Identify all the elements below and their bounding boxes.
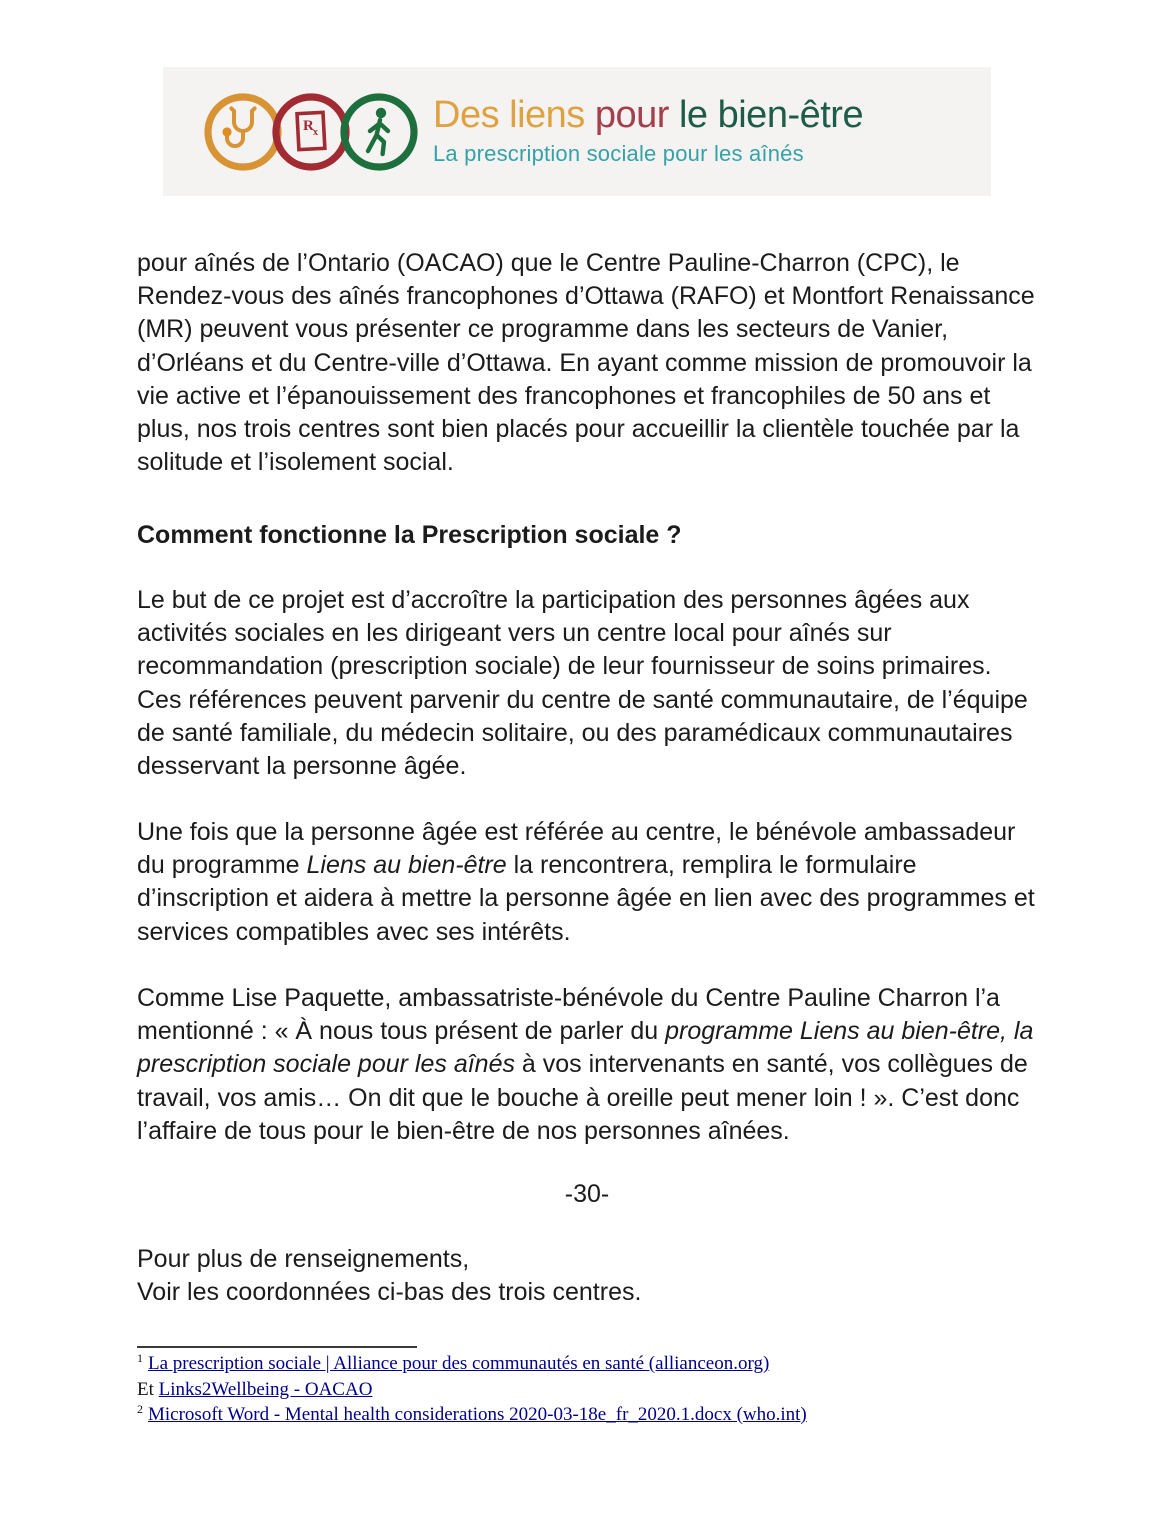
paragraph-project-goal: Le but de ce projet est d’accroître la participation des personnes âgées aux activités sociales en les dirigeant vers un centre local pour aînés sur recommandation (prescription sociale) de leur fournisseur de soins primaires. Ces références peuvent parvenir du centre de santé communautaire, de l’équipe de santé familiale, du médecin solitaire, ou des paramédicaux communautaires desservant la personne âgée.	[137, 586, 1028, 781]
paragraph-quote-post: à vos intervenants en santé, vos collègues de travail, vos amis… On dit que le bouche à oreille peut mener loin ! ». C’est donc l’affaire de tous pour le bien-être de nos personnes aînées.	[137, 1050, 1028, 1145]
program-name-italic: Liens au bien-être	[306, 851, 507, 880]
more-info-line2: Voir les coordonnées ci-bas des trois centres.	[137, 1278, 642, 1307]
more-info-line1: Pour plus de renseignements,	[137, 1245, 470, 1273]
logo-title	[433, 96, 863, 136]
paragraph-quote-pre: Comme Lise Paquette, ambassatriste-bénévole du Centre Pauline Charron l’a mentionné : « À nous tous présent de parler du	[137, 984, 1000, 1046]
footnote-1	[137, 1351, 1097, 1377]
paragraph-quote	[137, 982, 1037, 1148]
logo-text	[433, 96, 863, 167]
walking-person-icon	[339, 92, 419, 172]
paragraph-referral-post: la rencontrera, remplira le formulaire d’inscription et aidera à mettre la personne âgée en lien avec des programmes et services compatibles avec ses intérêts.	[137, 851, 1035, 946]
paragraph-referral-process	[137, 816, 1037, 949]
logo-subtitle: La prescription sociale pour les aînés	[433, 140, 804, 166]
logo-title-part2: pour	[594, 94, 679, 137]
section-heading: Comment fonctionne la Prescription sociale ?	[137, 521, 682, 549]
footnote-2	[137, 1402, 1097, 1428]
logo	[163, 67, 991, 196]
footnote-1b	[137, 1377, 1097, 1403]
svg-text:x: x	[313, 126, 318, 138]
footnote-2-marker: 2	[137, 1401, 143, 1416]
footnote-1b-prefix: Et	[137, 1378, 159, 1400]
end-of-release-marker: -30-	[564, 1180, 610, 1208]
logo-title-part3: le bien-être	[678, 94, 864, 137]
logo-circles	[203, 92, 419, 172]
paragraph-referral-pre: Une fois que la personne âgée est référée au centre, le bénévole ambassadeur du programme	[137, 818, 1016, 880]
footnote-link-links2wellbeing[interactable]: Links2Wellbeing - OACAO	[158, 1378, 373, 1400]
footnote-separator-rule	[137, 1346, 417, 1348]
more-info-block	[137, 1243, 1037, 1309]
svg-text:R: R	[303, 117, 314, 134]
program-full-name-italic: programme Liens au bien-être, la prescription sociale pour les aînés	[137, 1017, 1034, 1079]
footnotes	[137, 1351, 1097, 1428]
footnote-link-who[interactable]: Microsoft Word - Mental health considerations 2020-03-18e_fr_2020.1.docx (who.int)	[148, 1404, 807, 1425]
logo-title-part1: Des liens	[433, 94, 595, 137]
footnote-1-marker: 1	[137, 1350, 143, 1365]
paragraph-intro-centres: pour aînés de l’Ontario (OACAO) que le Centre Pauline-Charron (CPC), le Rendez-vous des aînés francophones d’Ottawa (RAFO) et Montfort Renaissance (MR) peuvent vous présenter ce programme dans les secteurs de Vanier, d’Orléans et du Centre-ville d’Ottawa. En ayant comme mission de promouvoir la vie active et l’épanouissement des francophones et francophiles de 50 ans et plus, nos trois centres sont bien placés pour accueillir la clientèle touchée par la solitude et l’isolement social.	[137, 249, 1035, 477]
footnote-link-allianceon[interactable]: La prescription sociale | Alliance pour des communautés en santé (allianceon.org)	[148, 1353, 770, 1374]
